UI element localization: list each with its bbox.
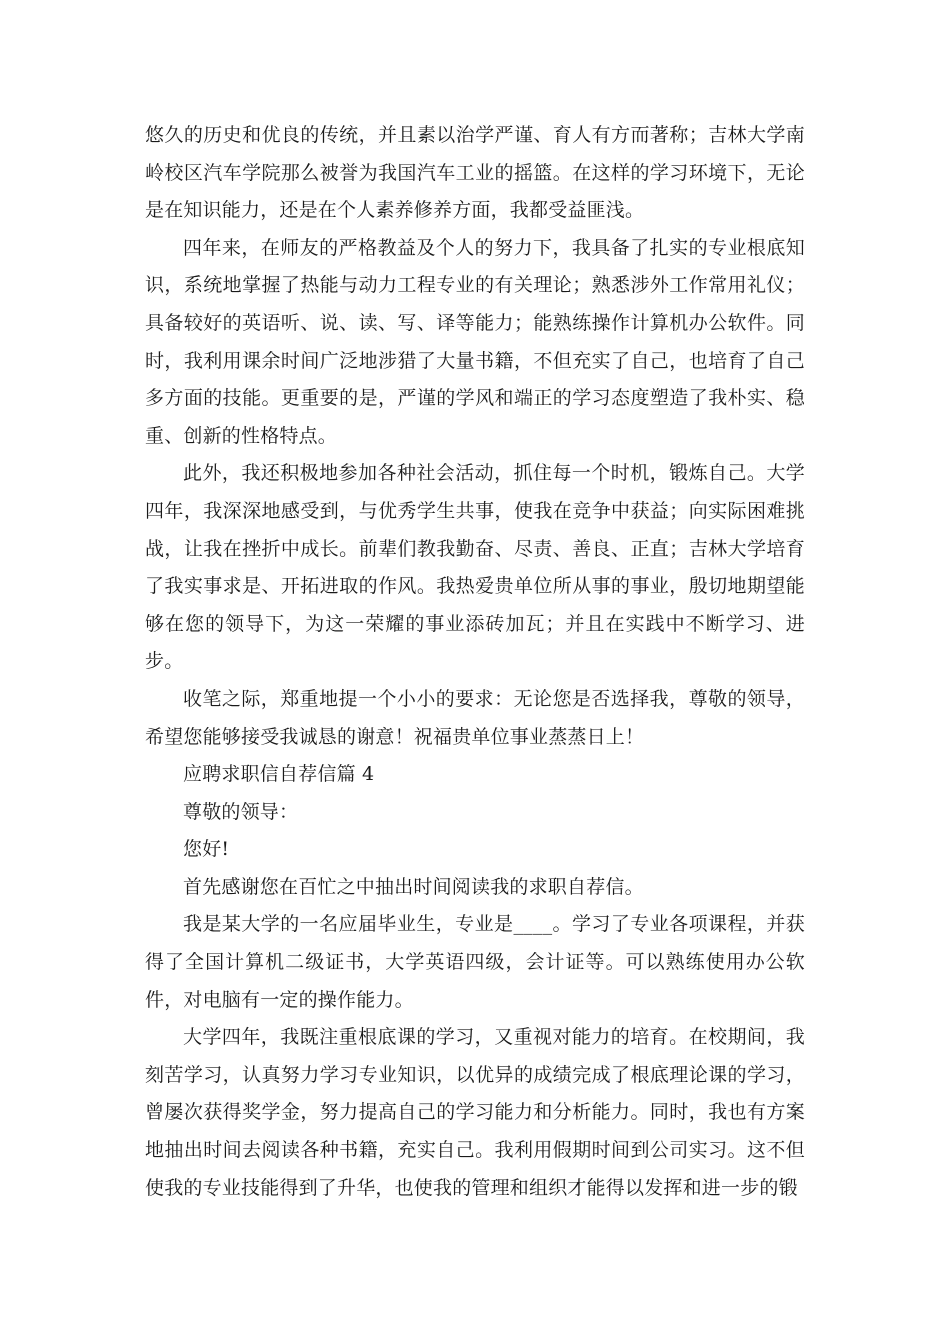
paragraph: 四年来，在师友的严格教益及个人的努力下，我具备了扎实的专业根底知识，系统地掌握了热能与动力工程专业的有关理论；熟悉涉外工作常用礼仪；具备较好的英语听、说、读、写、译等能力；能熟练操作计算机办公软件。同时，我利用课余时间广泛地涉猎了大量书籍，不但充实了自己，也培育了自己多方面的技能。更重要的是，严谨的学风和端正的学习态度塑造了我朴实、稳重、创新的性格特点。 [145, 236, 805, 447]
greeting: 您好! [183, 838, 230, 861]
section-heading: 应聘求职信自荐信篇 4 [183, 763, 375, 786]
paragraph: 悠久的历史和优良的传统，并且素以治学严谨、育人有方而著称；吉林大学南岭校区汽车学院那么被誉为我国汽车工业的摇篮。在这样的学习环境下，无论是在知识能力，还是在个人素养修养方面，我都受益匪浅。 [145, 124, 805, 222]
salutation: 尊敬的领导： [183, 800, 299, 823]
paragraph: 我是某大学的一名应届毕业生，专业是____。学习了专业各项课程，并获得了全国计算机二级证书，大学英语四级，会计证等。可以熟练使用办公软件，对电脑有一定的操作能力。 [145, 913, 805, 1011]
paragraph: 首先感谢您在百忙之中抽出时间阅读我的求职自荐信。 [183, 875, 644, 898]
paragraph: 收笔之际，郑重地提一个小小的要求：无论您是否选择我，尊敬的领导，希望您能够接受我诚恳的谢意！祝福贵单位事业蒸蒸日上！ [145, 687, 805, 748]
paragraph: 大学四年，我既注重根底课的学习，又重视对能力的培育。在校期间，我刻苦学习，认真努力学习专业知识，以优异的成绩完成了根底理论课的学习，曾屡次获得奖学金，努力提高自己的学习能力和分析能力。同时，我也有方案地抽出时间去阅读各种书籍，充实自己。我利用假期时间到公司实习。这不但使我的专业技能得到了升华，也使我的管理和组织才能得以发挥和进一步的锻 [145, 1026, 805, 1199]
document-body [145, 117, 805, 1207]
paragraph: 此外，我还积极地参加各种社会活动，抓住每一个时机，锻炼自己。大学四年，我深深地感受到，与优秀学生共事，使我在竞争中获益；向实际困难挑战，让我在挫折中成长。前辈们教我勤奋、尽责、善良、正直；吉林大学培育了我实事求是、开拓进取的作风。我热爱贵单位所从事的事业，殷切地期望能够在您的领导下，为这一荣耀的事业添砖加瓦；并且在实践中不断学习、进步。 [145, 462, 805, 673]
